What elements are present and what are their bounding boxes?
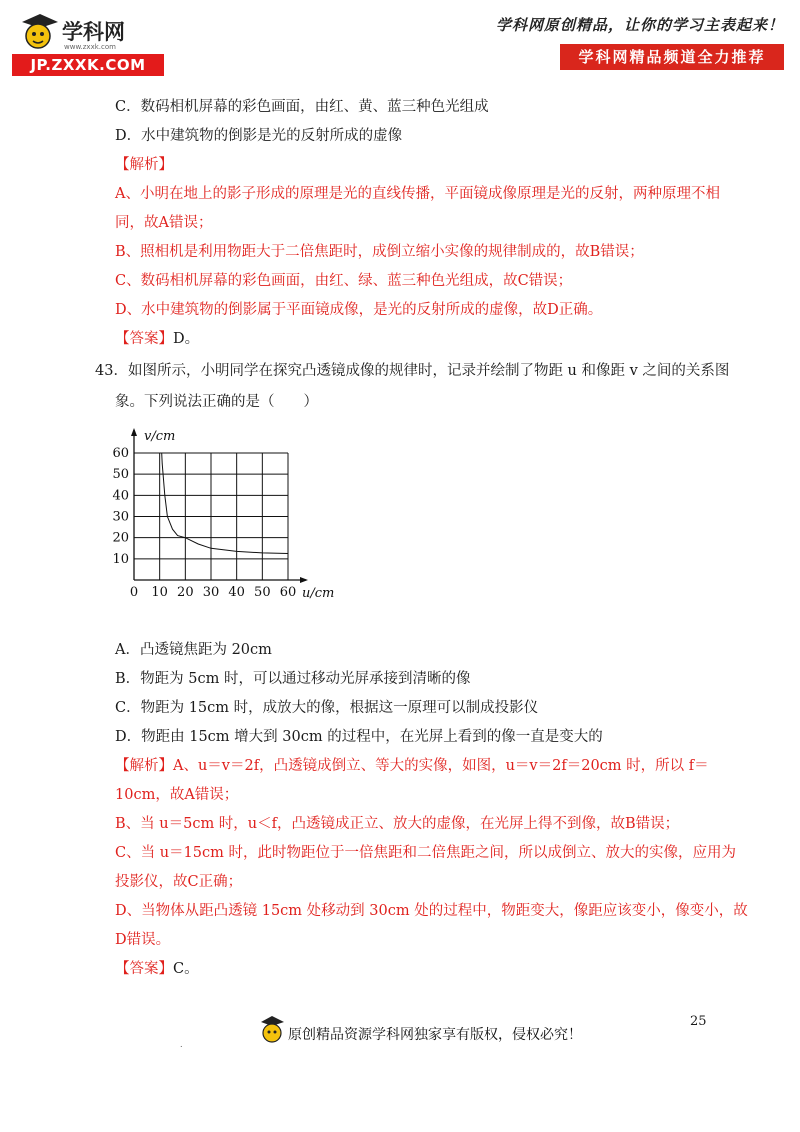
question-43-line1: 43．如图所示，小明同学在探究凸透镜成像的规律时，记录并绘制了物距 u 和像距 v 之间的关系图 (95, 363, 730, 379)
x-tick-label: 40 (228, 585, 245, 600)
x-tick-label: 30 (202, 585, 220, 600)
x-axis-arrow (300, 577, 308, 583)
q43-answer (115, 959, 199, 979)
copyright-notice: 原创精品资源学科网独家享有版权，侵权必究！ (288, 1027, 582, 1043)
y-axis-label: v/cm (144, 429, 176, 444)
y-tick-label: 10 (112, 551, 129, 567)
page-number: 25 (690, 1014, 707, 1029)
prev-analysis-a1: A、小明在地上的影子形成的原理是光的直线传播，平面镜成像原理是光的反射，两种原理不相 (115, 186, 720, 202)
prev-analysis-c: C、数码相机屏幕的彩色画面，由红、绿、蓝三种色光组成，故C错误； (115, 273, 573, 289)
q43-analysis-3: B、当 u＝5cm 时，u＜f，凸透镜成正立、放大的虚像，在光屏上得不到像，故B错误； (115, 816, 680, 832)
footer-dot: . (180, 1040, 183, 1049)
header-banner[interactable]: 学科网精品频道全力推荐 (560, 44, 784, 70)
x-tick-label: 20 (177, 585, 194, 600)
header-slogan: 学科网原创精品，让你的学习主表起来！ (495, 16, 784, 34)
q43-option-b: B．物距为 5cm 时，可以通过移动光屏承接到清晰的像 (115, 671, 471, 687)
q43-analysis-6: D、当物体从距凸透镜 15cm 处移动到 30cm 处的过程中，物距变大，像距应该变小，像变小，故 (115, 903, 748, 919)
logo-subtitle: www.zxxk.com (64, 43, 116, 51)
q43-option-c: C．物距为 15cm 时，成放大的像，根据这一原理可以制成投影仪 (115, 700, 539, 716)
prev-option-d: D．水中建筑物的倒影是光的反射所成的虚像 (115, 128, 403, 144)
answer-label: 【答案】 (115, 961, 173, 977)
y-tick-label: 50 (112, 467, 129, 483)
answer-value: D。 (173, 331, 200, 347)
uv-relationship-chart (110, 422, 350, 612)
x-tick-label: 50 (254, 585, 271, 600)
y-axis-arrow (131, 428, 137, 436)
q43-analysis-2: 10cm，故A错误； (115, 787, 239, 803)
prev-analysis-b: B、照相机是利用物距大于二倍焦距时，成倒立缩小实像的规律制成的，故B错误； (115, 244, 644, 260)
zxxk-logo[interactable] (12, 12, 162, 74)
x-tick-label: 0 (129, 585, 139, 600)
prev-answer (115, 329, 199, 349)
page-header (0, 0, 800, 80)
logo-title: 学科网 (62, 20, 125, 44)
prev-analysis-label: 【解析】 (115, 157, 173, 173)
answer-value: C。 (173, 961, 199, 977)
uv-curve (162, 453, 288, 554)
q43-analysis-5: 投影仪，故C正确； (115, 874, 243, 890)
q43-analysis-4: C、当 u＝15cm 时，此时物距位于一倍焦距和二倍焦距之间，所以成倒立、放大的实像，应用为 (115, 845, 736, 861)
prev-analysis-a2: 同，故A错误； (115, 215, 213, 231)
q43-analysis-7: D错误。 (115, 932, 171, 948)
prev-analysis-d: D、水中建筑物的倒影属于平面镜成像，是光的反射所成的虚像，故D正确。 (115, 302, 603, 318)
prev-option-c: C．数码相机屏幕的彩色画面，由红、黄、蓝三种色光组成 (115, 99, 489, 115)
mascot-icon (258, 1014, 286, 1048)
logo-url: JP.ZXXK.COM (12, 54, 164, 76)
answer-label: 【答案】 (115, 331, 173, 347)
question-43-line2: 象。下列说法正确的是（ ） (115, 394, 318, 410)
q43-analysis-1: 【解析】A、u＝v＝2f，凸透镜成倒立、等大的实像，如图，u＝v＝2f＝20cm 时，所以 f＝ (115, 758, 709, 774)
y-tick-label: 20 (112, 530, 129, 546)
y-tick-label: 60 (112, 446, 129, 461)
y-tick-label: 40 (112, 488, 129, 504)
mascot-icon (16, 12, 60, 54)
x-tick-label: 60 (279, 585, 297, 600)
x-axis-label: u/cm (302, 586, 335, 601)
q43-option-a: A．凸透镜焦距为 20cm (115, 642, 272, 658)
x-tick-label: 10 (151, 585, 168, 600)
q43-option-d: D．物距由 15cm 增大到 30cm 的过程中，在光屏上看到的像一直是变大的 (115, 729, 603, 745)
y-tick-label: 30 (112, 509, 129, 525)
